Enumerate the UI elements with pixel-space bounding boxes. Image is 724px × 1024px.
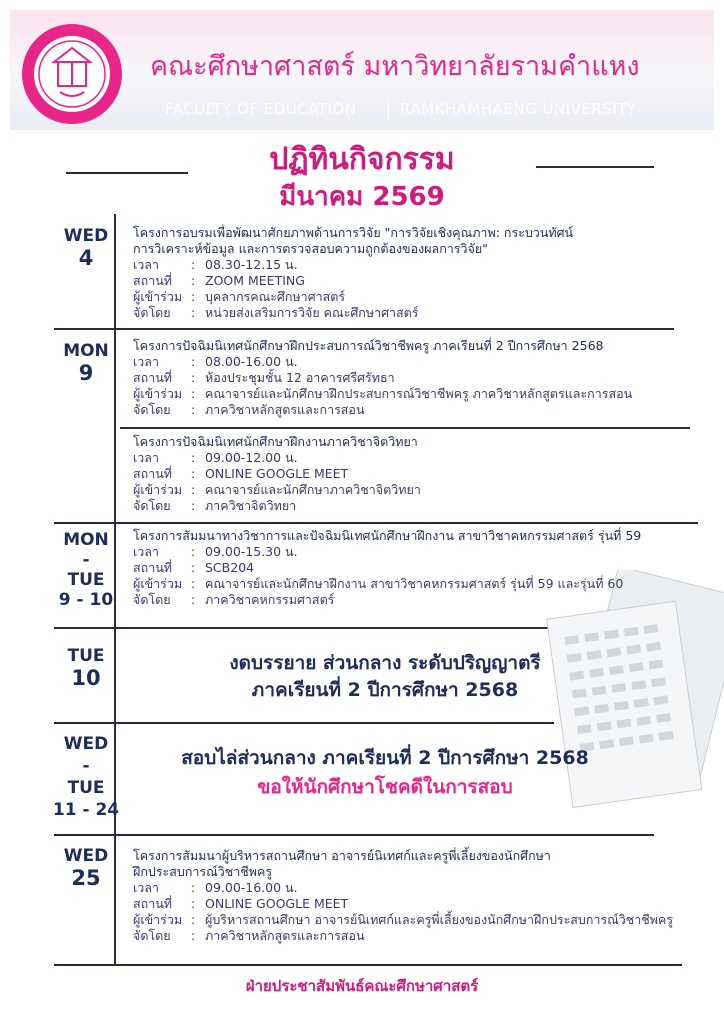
header-faculty-en: FACULTY OF EDUCATION bbox=[165, 100, 357, 118]
event-block: โครงการปัจฉิมนิเทศนักศึกษาฝึกประสบการณ์วิชาชีพครู ภาคเรียนที่ 2 ปีการศึกษา 2568 เวลา : 08.00-16.00 น. สถานที่ : ห้องประชุมชั้น 12 อาคารศรีศรัทธา ผู้เข้าร่วม : คณาจารย์และนักศึกษาฝึกประสบการณ์วิชาชีพครู ภาควิชาหลักสูตรและการสอน จัดโดย : ภาควิชาหลักสูตรและการสอน bbox=[133, 338, 633, 417]
announcement-line: งดบรรยาย ส่วนกลาง ระดับปริญญาตรี bbox=[229, 652, 541, 674]
event-place: ห้องประชุมชั้น 12 อาคารศรีศรัทธา bbox=[205, 370, 395, 385]
row-divider bbox=[54, 328, 674, 330]
footer-credit: ฝ่ายประชาสัมพันธ์คณะศึกษาศาสตร์ bbox=[245, 977, 479, 995]
event-block: โครงการสัมมนาทางวิชาการและปัจฉิมนิเทศนักศึกษาฝึกงาน สาขาวิชาคหกรรมศาสตร์ รุ่นที่ 59 เวลา : 09.00-15.30 น. สถานที่ : SCB204 ผู้เข้าร่วม : คณาจารย์และนักศึกษาฝึกงาน สาขาวิชาคหกรรมศาสตร์ รุ่นที่ 59 และรุ่นที่ 60 จัดโดย : ภาควิชาคหกรรมศาสตร์ bbox=[133, 528, 642, 607]
event-time: 09.00-12.00 น. bbox=[205, 450, 298, 465]
row-divider bbox=[54, 834, 654, 836]
header-banner bbox=[10, 10, 714, 130]
event-title: โครงการสัมมนาผู้บริหารสถานศึกษา อาจารย์นิเทศก์และครูพี่เลี้ยงของนักศึกษา bbox=[133, 848, 551, 863]
event-place: ONLINE GOOGLE MEET bbox=[205, 466, 349, 481]
header-university-en: RAMKHAMHAENG UNIVERSITY bbox=[400, 100, 637, 118]
faculty-seal-logo bbox=[20, 22, 124, 126]
event-title: โครงการปัจฉิมนิเทศนักศึกษาฝึกงานภาควิชาจิตวิทยา bbox=[133, 434, 418, 449]
event-time: 09.00-16.00 น. bbox=[205, 880, 298, 895]
day-label: WED 4 bbox=[63, 226, 109, 270]
page-month: มีนาคม 2569 bbox=[279, 182, 445, 212]
event-place: ZOOM MEETING bbox=[205, 273, 305, 288]
event-organizer: ภาควิชาหลักสูตรและการสอน bbox=[205, 928, 365, 943]
event-participants: คณาจารย์และนักศึกษาฝึกประสบการณ์วิชาชีพครู ภาควิชาหลักสูตรและการสอน bbox=[205, 386, 633, 401]
event-participants: คณาจารย์และนักศึกษาภาควิชาจิตวิทยา bbox=[205, 482, 421, 497]
event-time: 09.00-15.30 น. bbox=[205, 544, 298, 559]
row-divider bbox=[54, 964, 682, 966]
day-label: MON 9 bbox=[63, 341, 109, 385]
event-title: การวิเคราะห์ข้อมูล และการตรวจสอบความถูกต้องของผลการวิจัย" bbox=[133, 241, 488, 256]
event-block: โครงการอบรมเพื่อพัฒนาศักยภาพด้านการวิจัย "การวิจัยเชิงคุณภาพ: กระบวนทัศน์ การวิเคราะห์ข้อมูล และการตรวจสอบความถูกต้องของผลการวิจัย" เวลา : 08.30-12.15 น. สถานที่ : ZOOM MEETING ผู้เข้าร่วม : บุคลากรคณะศึกษาศาสตร์ จัดโดย : หน่วยส่งเสริมการวิจัย คณะศึกษาศาสตร์ bbox=[133, 225, 574, 320]
event-participants: คณาจารย์และนักศึกษาฝึกงาน สาขาวิชาคหกรรมศาสตร์ รุ่นที่ 59 และรุ่นที่ 60 bbox=[205, 576, 624, 591]
event-place: ONLINE GOOGLE MEET bbox=[205, 896, 349, 911]
event-time: 08.30-12.15 น. bbox=[205, 257, 298, 272]
event-organizer: หน่วยส่งเสริมการวิจัย คณะศึกษาศาสตร์ bbox=[205, 305, 419, 320]
event-organizer: ภาควิชาหลักสูตรและการสอน bbox=[205, 402, 365, 417]
announcement-line: ขอให้นักศึกษาโชคดีในการสอบ bbox=[257, 776, 513, 798]
page-title: ปฏิทินกิจกรรม bbox=[269, 142, 455, 177]
event-title: ฝึกประสบการณ์วิชาชีพครู bbox=[133, 864, 273, 879]
row-divider bbox=[54, 722, 554, 724]
event-title: โครงการสัมมนาทางวิชาการและปัจฉิมนิเทศนักศึกษาฝึกงาน สาขาวิชาคหกรรมศาสตร์ รุ่นที่ 59 bbox=[133, 528, 642, 543]
event-participants: ผู้บริหารสถานศึกษา อาจารย์นิเทศก์และครูพี่เลี้ยงของนักศึกษาฝึกประสบการณ์วิชาชีพครู bbox=[205, 912, 674, 927]
header-separator bbox=[388, 98, 389, 120]
day-label: WED - TUE 11 - 24 bbox=[52, 734, 120, 820]
event-organizer: ภาควิชาจิตวิทยา bbox=[205, 498, 297, 513]
event-block: โครงการสัมมนาผู้บริหารสถานศึกษา อาจารย์นิเทศก์และครูพี่เลี้ยงของนักศึกษา ฝึกประสบการณ์วิชาชีพครู เวลา : 09.00-16.00 น. สถานที่ : ONLINE GOOGLE MEET ผู้เข้าร่วม : ผู้บริหารสถานศึกษา อาจารย์นิเทศก์และครูพี่เลี้ยงของนักศึกษาฝึกประสบการณ์วิชาชีพครู จัดโดย : ภาควิชาหลักสูตรและการสอน bbox=[133, 848, 674, 943]
announcement-line: ภาคเรียนที่ 2 ปีการศึกษา 2568 bbox=[251, 679, 519, 701]
event-title: โครงการปัจฉิมนิเทศนักศึกษาฝึกประสบการณ์วิชาชีพครู ภาคเรียนที่ 2 ปีการศึกษา 2568 bbox=[133, 338, 604, 353]
day-label: TUE 10 bbox=[67, 646, 105, 690]
event-participants: บุคลากรคณะศึกษาศาสตร์ bbox=[205, 289, 346, 304]
event-title: โครงการอบรมเพื่อพัฒนาศักยภาพด้านการวิจัย "การวิจัยเชิงคุณภาพ: กระบวนทัศน์ bbox=[133, 225, 574, 240]
event-block: โครงการปัจฉิมนิเทศนักศึกษาฝึกงานภาควิชาจิตวิทยา เวลา : 09.00-12.00 น. สถานที่ : ONLINE GOOGLE MEET ผู้เข้าร่วม : คณาจารย์และนักศึกษาภาควิชาจิตวิทยา จัดโดย : ภาควิชาจิตวิทยา bbox=[133, 434, 421, 513]
row-divider bbox=[54, 522, 698, 524]
event-organizer: ภาควิชาคหกรรมศาสตร์ bbox=[205, 592, 335, 607]
row-divider bbox=[120, 427, 690, 429]
announcement-line: สอบไล่ส่วนกลาง ภาคเรียนที่ 2 ปีการศึกษา 2568 bbox=[181, 747, 589, 769]
header-title-th: คณะศึกษาศาสตร์ มหาวิทยาลัยรามคำแหง bbox=[150, 51, 640, 82]
day-label: MON - TUE 9 - 10 bbox=[58, 530, 114, 610]
day-label: WED 25 bbox=[63, 846, 109, 890]
event-place: SCB204 bbox=[205, 560, 255, 575]
event-time: 08.00-16.00 น. bbox=[205, 354, 298, 369]
